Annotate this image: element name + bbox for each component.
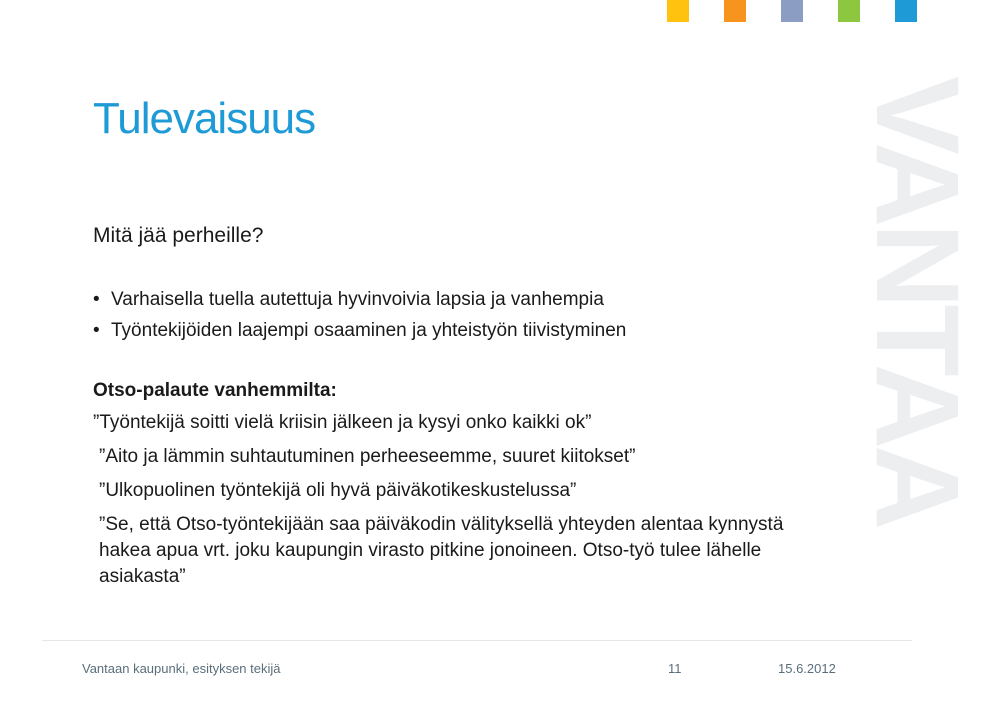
footer-org: Vantaan kaupunki, esityksen tekijä [82,661,281,676]
slide-title: Tulevaisuus [93,94,316,143]
bullet-item [93,319,626,350]
brand-square-orange [724,0,746,22]
feedback-quote: ”Se, että Otso-työntekijään saa päiväkodin välityksellä yhteyden alentaa kynnystä hakea apua vrt. joku kaupungin virasto pitkine jonoineen. Otso-työ tulee lähelle asiakasta” [99,514,784,587]
footer-page-number: 11 [668,661,682,676]
footer-date: 15.6.2012 [778,661,836,676]
feedback-heading: Otso-palaute vanhemmilta: [93,380,337,401]
bullet-text: Työntekijöiden laajempi osaaminen ja yhteistyön tiivistyminen [111,320,627,341]
brand-square-blue [895,0,917,22]
brand-square-green [838,0,860,22]
footer-divider [42,640,912,641]
question-text: Mitä jää perheille? [93,224,264,247]
feedback-quote: ”Ulkopuolinen työntekijä oli hyvä päiväkotikeskustelussa” [99,480,577,501]
brand-square-yellow [667,0,689,22]
bullet-dot-icon: • [93,320,100,341]
feedback-quote: ”Aito ja lämmin suhtautuminen perheeseemme, suuret kiitokset” [99,446,636,467]
bullet-text: Varhaisella tuella autettuja hyvinvoivia lapsia ja vanhempia [111,289,604,310]
bullet-list [93,288,626,350]
feedback-quote: ”Työntekijä soitti vielä kriisin jälkeen ja kysyi onko kaikki ok” [93,412,592,433]
vantaa-watermark [851,70,983,527]
bullet-item [93,288,626,319]
brand-square-grey-blue [781,0,803,22]
vantaa-watermark-text: VANTAA [851,76,983,527]
bullet-dot-icon: • [93,289,100,310]
feedback-quotes [93,410,813,598]
